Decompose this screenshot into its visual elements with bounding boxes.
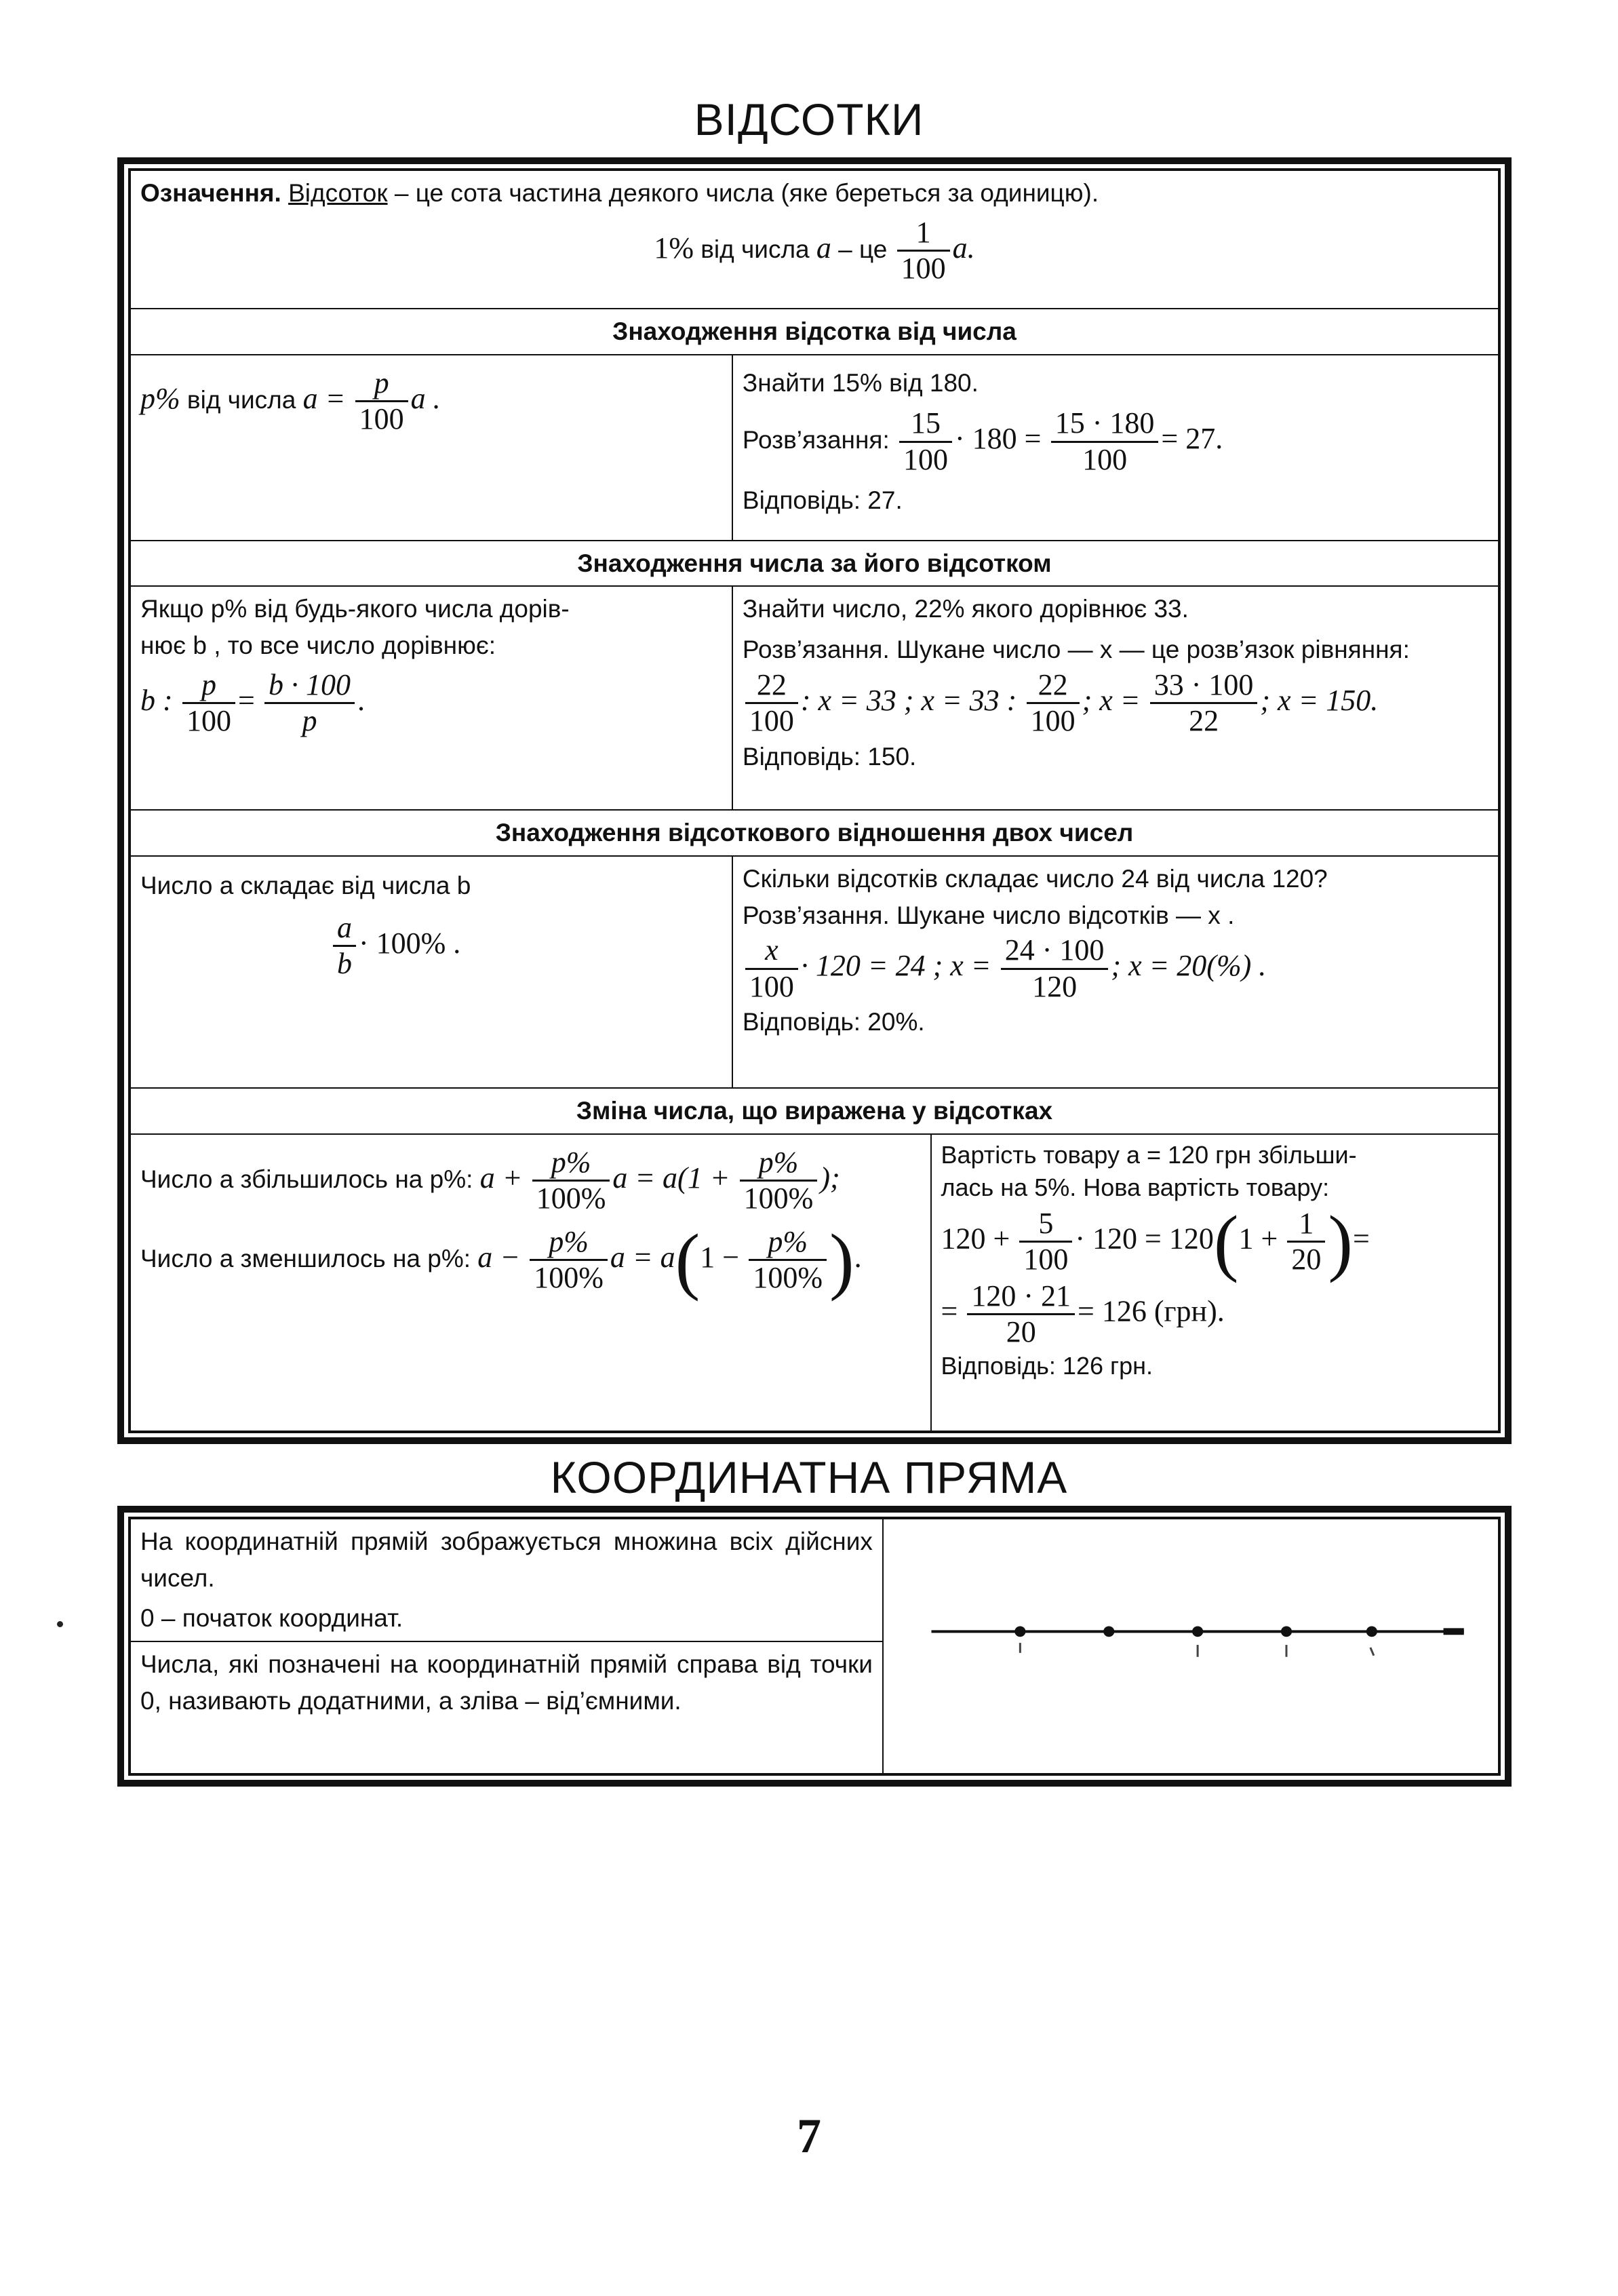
example-equation-2 bbox=[941, 1279, 1488, 1350]
rule-end: a . bbox=[410, 381, 441, 415]
solution-line bbox=[743, 406, 1488, 477]
paren-left: ( bbox=[675, 1218, 701, 1302]
formula-part: 120 + bbox=[941, 1222, 1010, 1256]
fraction: $\frac{x}{100}$ bbox=[745, 933, 798, 1004]
formula-part: ); bbox=[820, 1161, 840, 1194]
rule-p-percent: p% bbox=[140, 381, 180, 415]
fraction: $\frac{p\%}{100\%}$ bbox=[530, 1225, 608, 1296]
fraction: $\frac{120 \cdot 21}{20}$ bbox=[967, 1279, 1075, 1350]
formula-end: a. bbox=[952, 231, 975, 265]
formula-part: 1 + bbox=[1238, 1222, 1278, 1256]
fraction: $\frac{22}{100}$ bbox=[745, 668, 798, 739]
rule-line: Якщо p% від будь-якого числа дорів- bbox=[140, 595, 570, 623]
section-title-coordinate-line: КООРДИНАТНА ПРЯМА bbox=[550, 1452, 1068, 1502]
paren-left: ( bbox=[1213, 1200, 1239, 1283]
coordinate-table bbox=[130, 1518, 1499, 1774]
fraction: $\frac{1}{100}$ bbox=[897, 216, 950, 286]
formula-part: . bbox=[854, 1240, 862, 1274]
task-text: Знайти число, 22% якого дорівнює 33. bbox=[742, 595, 1189, 623]
example-find-number bbox=[732, 586, 1499, 810]
formula-part: · 120 = 120 bbox=[1075, 1222, 1214, 1256]
equation-part: : x = 33 ; x = 33 : bbox=[800, 683, 1017, 717]
coordinate-table-frame bbox=[117, 1506, 1512, 1787]
section-title-percent: ВІДСОТКИ bbox=[694, 94, 924, 144]
percent-table bbox=[130, 170, 1499, 1432]
number-line-point bbox=[1192, 1626, 1203, 1637]
formula-end: · 100% . bbox=[359, 926, 461, 960]
number-line-point bbox=[1103, 1626, 1114, 1637]
example-line: лась на 5%. Нова вартість товару: bbox=[941, 1173, 1330, 1202]
fraction: $\frac{33 \cdot 100}{22}$ bbox=[1150, 668, 1258, 739]
formula-part: a − bbox=[477, 1240, 520, 1274]
equation-part: ; x = 20(%) . bbox=[1111, 949, 1267, 983]
increase-text: Число a збільшилось на p%: bbox=[140, 1165, 473, 1193]
formula-end: . bbox=[357, 683, 366, 717]
formula-part: a + bbox=[479, 1161, 523, 1194]
fraction: $\frac{22}{100}$ bbox=[1027, 668, 1080, 739]
formula-part: = 126 (грн). bbox=[1078, 1294, 1225, 1328]
coordinate-text-cell bbox=[130, 1519, 883, 1641]
number-line-tick bbox=[1370, 1648, 1374, 1656]
fraction: $\frac{p}{100}$ bbox=[182, 668, 235, 739]
answer-text: Відповідь: 27. bbox=[742, 486, 903, 515]
formula-dash: – це bbox=[831, 235, 894, 263]
coordinate-text-3: Числа, які позначені на координатній прямій справа від точки 0, називають додатними, а зліва – від’ємними. bbox=[140, 1650, 873, 1715]
definition-label: Означення. bbox=[140, 179, 281, 207]
paren-right: ) bbox=[1328, 1200, 1353, 1283]
fraction: $\frac{b \cdot 100}{p}$ bbox=[264, 668, 355, 739]
coordinate-text-2: 0 – початок координат. bbox=[140, 1604, 403, 1633]
rule-find-number bbox=[130, 586, 732, 810]
example-line: Вартість товару a = 120 грн збільши- bbox=[941, 1140, 1357, 1169]
answer-text: Відповідь: 150. bbox=[742, 742, 917, 771]
definition-text: – це сота частина деякого числа (яке береться за одиницю). bbox=[387, 179, 1099, 207]
example-equation bbox=[941, 1200, 1488, 1283]
rule-formula bbox=[140, 668, 722, 739]
fraction: $\frac{15 \cdot 180}{100}$ bbox=[1051, 406, 1159, 477]
fraction: $\frac{p\%}{100\%}$ bbox=[749, 1225, 827, 1296]
formula-one-percent: 1% bbox=[654, 231, 694, 265]
equation-part: ; x = 150. bbox=[1260, 683, 1379, 717]
fraction: $\frac{15}{100}$ bbox=[899, 406, 952, 477]
definition-cell bbox=[130, 170, 1499, 309]
formula-part: b : bbox=[140, 683, 173, 717]
formula-eq: = bbox=[237, 683, 255, 717]
fraction: $\frac{1}{20}$ bbox=[1287, 1207, 1325, 1277]
fraction: $\frac{5}{100}$ bbox=[1019, 1207, 1072, 1277]
number-line-point bbox=[1014, 1626, 1025, 1637]
header-find-number: Знаходження числа за його відсотком bbox=[130, 541, 1499, 587]
header-ratio: Знаходження відсоткового відношення двох чисел bbox=[130, 810, 1499, 856]
scan-dot bbox=[57, 1621, 63, 1627]
coordinate-text-1: На координатній прямій зображується множина всіх дійсних чисел. bbox=[140, 1528, 873, 1592]
number-line bbox=[884, 1519, 1498, 1773]
formula-part: a = a(1 + bbox=[612, 1161, 730, 1194]
answer-text: Відповідь: 126 грн. bbox=[941, 1351, 1153, 1380]
percent-table-frame bbox=[117, 157, 1512, 1444]
rule-text: від числа bbox=[180, 385, 303, 414]
solution-mid: · 180 = bbox=[955, 422, 1042, 456]
header-change: Зміна числа, що виражена у відсотках bbox=[130, 1088, 1499, 1134]
decrease-text: Число a зменшилось на p%: bbox=[140, 1244, 471, 1272]
fraction: $\frac{p\%}{100\%}$ bbox=[740, 1146, 818, 1216]
header-find-percent: Знаходження відсотка від числа bbox=[130, 309, 1499, 355]
example-ratio bbox=[732, 856, 1499, 1088]
fraction: $\frac{a}{b}$ bbox=[333, 911, 356, 981]
paren-right: ) bbox=[829, 1218, 854, 1302]
example-change bbox=[931, 1134, 1499, 1431]
rule-text: Число a складає від числа b bbox=[140, 871, 471, 899]
solution-end: = 27. bbox=[1161, 422, 1223, 456]
page-number: 7 bbox=[797, 2109, 821, 2163]
solution-text: Розв’язання. Шукане число — x — це розв’язок рівняння: bbox=[742, 635, 1410, 663]
equation-part: · 120 = 24 ; x = bbox=[800, 949, 991, 983]
definition-term: Відсоток bbox=[288, 179, 388, 207]
rule-change bbox=[130, 1134, 931, 1431]
rule-eq: a = bbox=[302, 381, 346, 415]
fraction: $\frac{p\%}{100\%}$ bbox=[532, 1146, 610, 1216]
increase-line bbox=[140, 1146, 921, 1216]
example-find-percent bbox=[732, 355, 1499, 541]
rule-find-percent bbox=[130, 355, 732, 541]
formula-var: a bbox=[816, 231, 831, 265]
formula-part: 1 − bbox=[700, 1240, 740, 1274]
fraction: $\frac{24 \cdot 100}{120}$ bbox=[1001, 933, 1109, 1004]
fraction: $\frac{p}{100}$ bbox=[355, 366, 408, 437]
solution-text: Розв’язання. Шукане число відсотків — x . bbox=[742, 901, 1235, 929]
definition-formula bbox=[140, 216, 1488, 286]
number-line-cell bbox=[883, 1519, 1499, 1774]
rule-ratio bbox=[130, 856, 732, 1088]
solution-equation bbox=[743, 933, 1488, 1004]
task-text: Скільки відсотків складає число 24 від числа 120? bbox=[742, 864, 1328, 893]
decrease-line bbox=[140, 1218, 921, 1302]
solution-equation bbox=[743, 668, 1488, 739]
task-text: Знайти 15% від 180. bbox=[742, 368, 979, 397]
formula-part: = bbox=[941, 1294, 958, 1328]
answer-text: Відповідь: 20%. bbox=[742, 1008, 925, 1036]
formula-part: a = a bbox=[610, 1240, 675, 1274]
formula-text: від числа bbox=[693, 235, 816, 263]
formula-part: = bbox=[1352, 1222, 1370, 1256]
rule-line: нює b , то все число дорівнює: bbox=[140, 631, 496, 659]
rule-formula bbox=[330, 911, 722, 981]
number-line-point bbox=[1281, 1626, 1292, 1637]
equation-part: ; x = bbox=[1082, 683, 1141, 717]
solution-label: Розв’язання: bbox=[742, 426, 890, 454]
coordinate-text-cell-2 bbox=[130, 1641, 883, 1774]
number-line-point bbox=[1366, 1626, 1377, 1637]
